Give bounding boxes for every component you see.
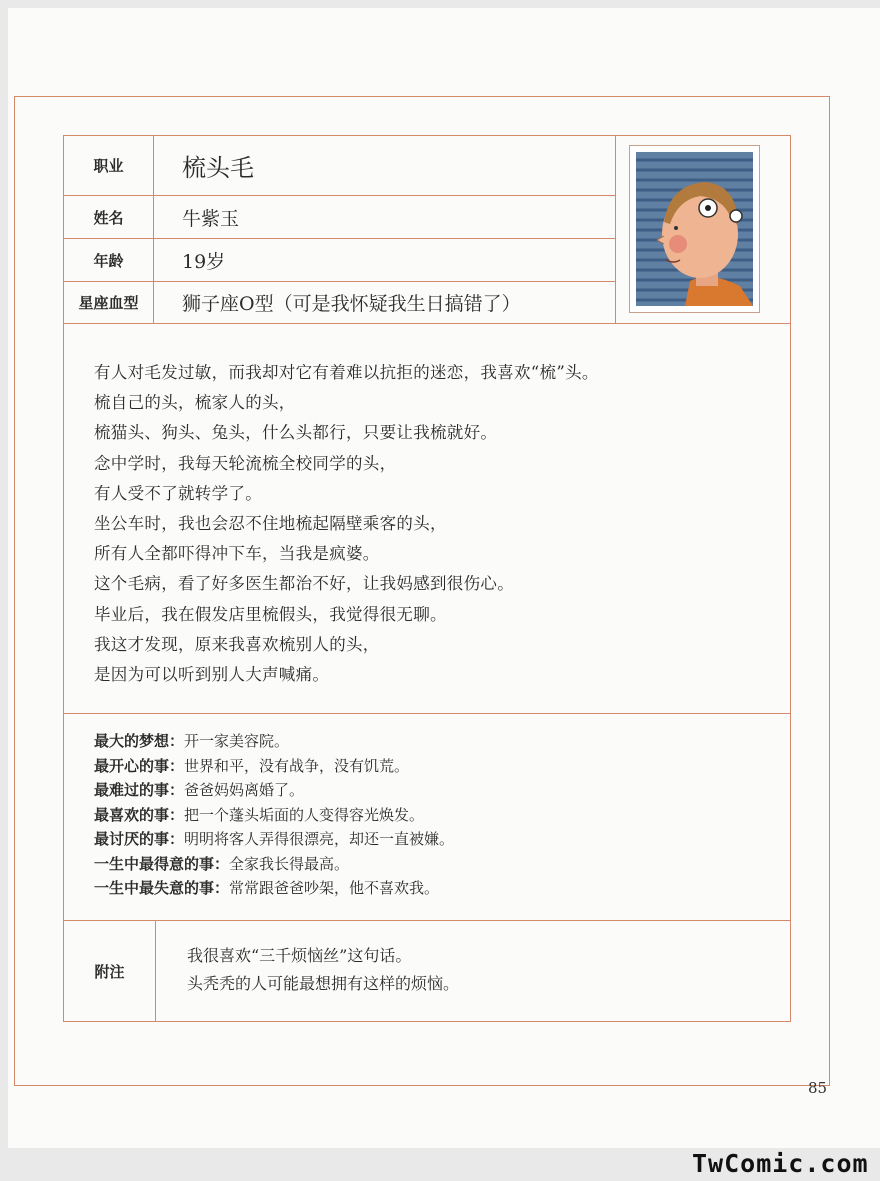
intro-line: 梳猫头、狗头、兔头，什么头都行，只要让我梳就好。 (94, 423, 498, 443)
intro-line: 我这才发现，原来我喜欢梳别人的头， (94, 634, 380, 654)
name-row (64, 196, 616, 239)
fact-key: 最难过的事： (94, 781, 185, 799)
fact-key: 一生中最失意的事： (94, 879, 230, 897)
fact-item (94, 876, 774, 901)
intro-text (94, 358, 774, 690)
age-row (64, 239, 616, 282)
intro-line: 毕业后，我在假发店里梳假头，我觉得很无聊。 (94, 604, 447, 624)
sign-blood-value: 狮子座O型（可是我怀疑我生日搞错了） (182, 293, 521, 315)
fact-key: 最喜欢的事： (94, 805, 185, 824)
fact-key: 最讨厌的事： (94, 830, 185, 848)
fact-value: 明明将客人弄得很漂亮，却还一直被嫌。 (184, 830, 455, 848)
fact-item (94, 729, 774, 754)
fact-value: 全家我长得最高。 (229, 854, 350, 873)
page-number: 85 (808, 1079, 828, 1097)
intro-line: 有人受不了就转学了。 (94, 483, 262, 503)
fact-value: 把一个蓬头垢面的人变得容光焕发。 (184, 805, 425, 824)
intro-line: 有人对毛发过敏，而我却对它有着难以抗拒的迷恋，我喜欢“梳”头。 (94, 363, 599, 382)
sign-blood-label: 星座血型 (64, 282, 154, 323)
header-divider (615, 136, 616, 323)
fact-value: 开一家美容院。 (184, 732, 290, 750)
facts-list (94, 729, 774, 901)
fact-value: 世界和平，没有战争，没有饥荒。 (184, 756, 410, 775)
intro-line: 梳自己的头，梳家人的头， (94, 393, 296, 413)
age-value: 19岁 (182, 250, 226, 273)
fact-key: 最大的梦想： (94, 732, 185, 750)
profile-card (63, 135, 791, 1022)
section-divider (64, 713, 790, 714)
fact-item (94, 803, 774, 828)
intro-line: 是因为可以听到别人大声喊痛。 (94, 665, 330, 685)
note-line: 我很喜欢“三千烦恼丝”这句话。 (187, 946, 412, 965)
section-divider (64, 920, 790, 921)
fact-item (94, 778, 774, 803)
name-label: 姓名 (64, 196, 154, 238)
page (8, 8, 880, 1148)
note-line: 头秃秃的人可能最想拥有这样的烦恼。 (187, 974, 460, 993)
intro-line: 念中学时，我每天轮流梳全校同学的头， (94, 453, 397, 473)
fact-item (94, 827, 774, 852)
fact-item (94, 852, 774, 877)
fact-value: 常常跟爸爸吵架，他不喜欢我。 (229, 879, 440, 897)
watermark: TwComic.com (692, 1149, 869, 1178)
occupation-row (64, 136, 616, 196)
occupation-label: 职业 (64, 136, 154, 195)
boy-portrait-illustration (629, 145, 760, 313)
note-label: 附注 (64, 921, 156, 1021)
intro-line: 坐公车时，我也会忍不住地梳起隔壁乘客的头， (94, 514, 447, 534)
fact-key: 最开心的事： (94, 756, 185, 775)
fact-key: 一生中最得意的事： (94, 854, 230, 873)
intro-line: 所有人全都吓得冲下车，当我是疯婆。 (94, 544, 380, 564)
occupation-value: 梳头毛 (182, 154, 254, 182)
note-text (187, 942, 459, 998)
intro-line: 这个毛病，看了好多医生都治不好，让我妈感到很伤心。 (94, 574, 514, 594)
name-value: 牛紫玉 (182, 207, 240, 230)
age-label: 年龄 (64, 239, 154, 281)
fact-value: 爸爸妈妈离婚了。 (184, 781, 305, 799)
fact-item (94, 754, 774, 779)
